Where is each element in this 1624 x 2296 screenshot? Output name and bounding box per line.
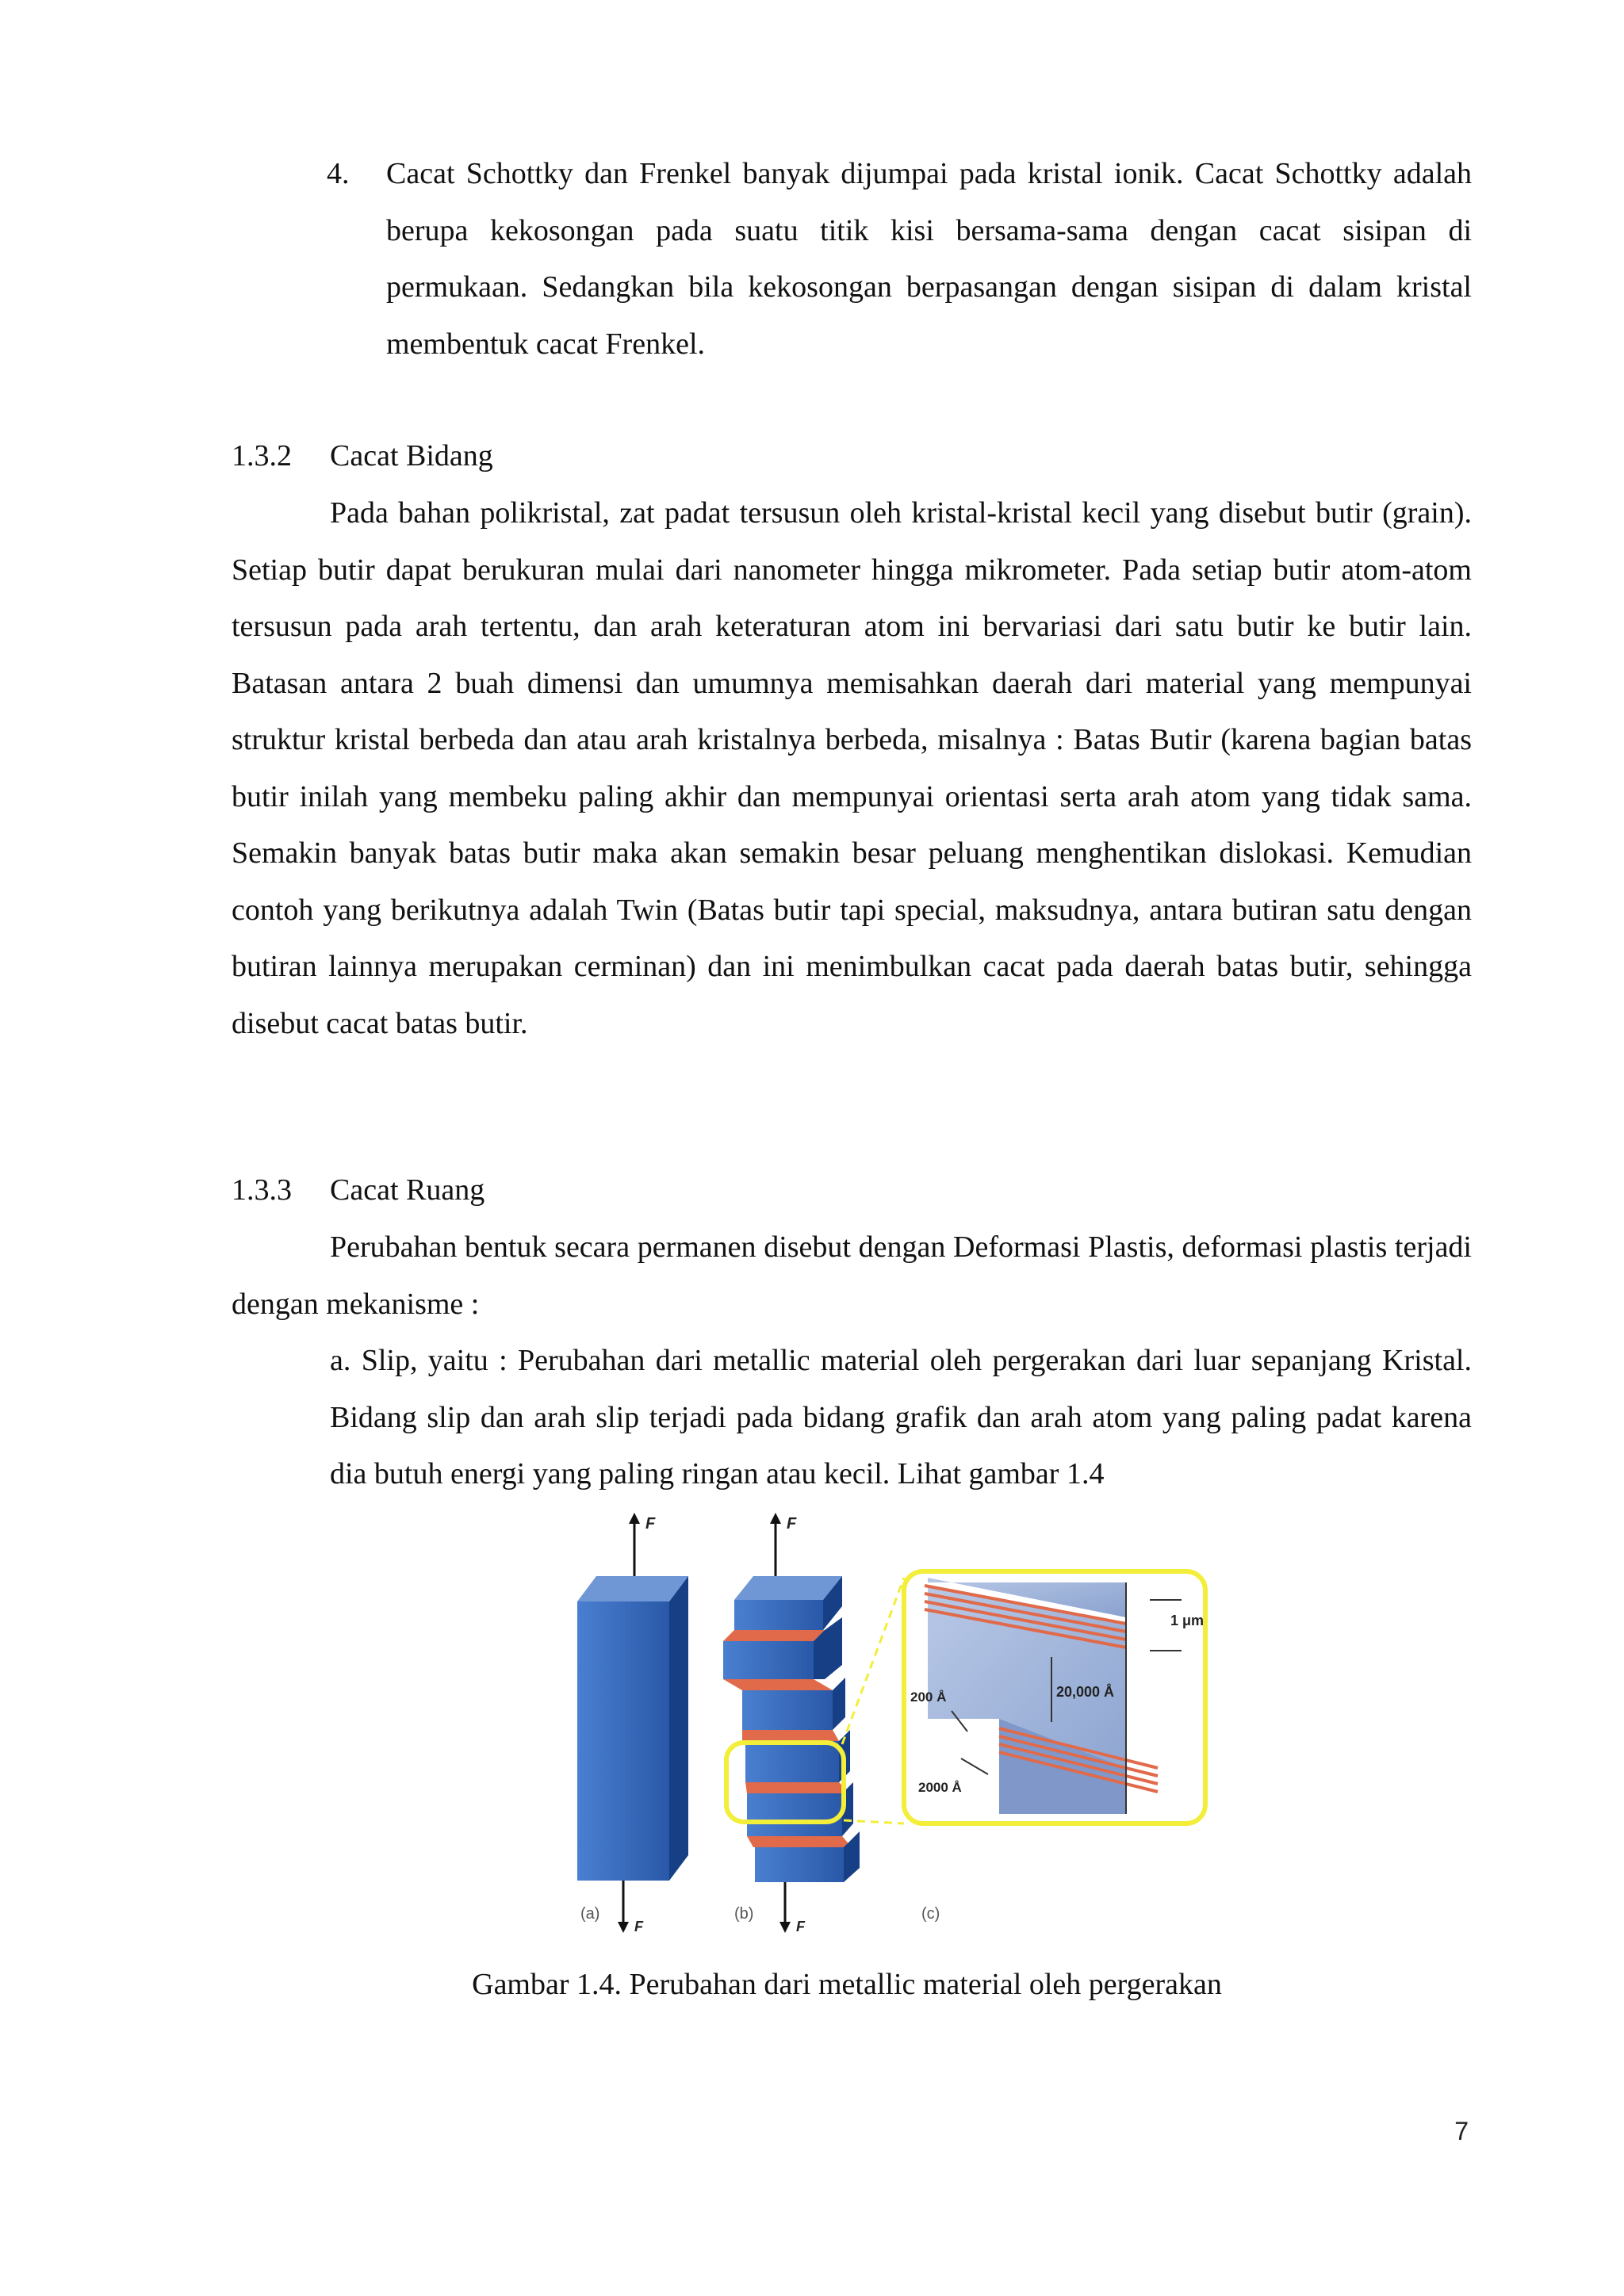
section-number: 1.3.2	[232, 439, 292, 473]
dimension-1um: 1 μm	[1170, 1613, 1205, 1628]
list-item-slip: a. Slip, yaitu : Perubahan dari metallic material oleh pergerakan dari luar sepanjang Kristal. Bidang slip dan arah slip terjadi pada bidang grafik dan arah atom yang paling padat karena dia butuh energi yang paling ringan atau kecil. Lihat gambar 1.4	[330, 1344, 1472, 1490]
panel-label-c: (c)	[921, 1905, 940, 1923]
dimension-20000: 20,000 Å	[1056, 1684, 1115, 1700]
arrow-head-icon	[629, 1513, 640, 1524]
block-a-side	[669, 1576, 688, 1881]
dimension-200: 200 Å	[910, 1689, 947, 1705]
block-a-top	[577, 1576, 688, 1601]
page-number: 7	[1454, 2117, 1469, 2145]
section-title: Cacat Bidang	[330, 439, 493, 473]
dimension-2000: 2000 Å	[918, 1780, 962, 1795]
inset-c	[904, 1571, 1205, 1823]
section-number: 1.3.3	[232, 1173, 292, 1207]
zoom-line	[842, 1578, 904, 1744]
list-item-number: 4.	[327, 157, 350, 190]
force-label-a-top: F	[645, 1515, 656, 1533]
force-label-a-bottom: F	[634, 1919, 643, 1934]
paragraph-cacat-bidang: Pada bahan polikristal, zat padat tersusun oleh kristal-kristal kecil yang disebut butir (grain). Setiap butir dapat berukuran mulai dari nanometer hingga mikrometer. Pada setiap butir atom-atom tersusun pada arah tertentu, dan arah keteraturan atom ini bervariasi dari satu butir ke butir lain. Batasan antara 2 buah dimensi dan umumnya memisahkan daerah dari material yang mempunyai struktur kristal berbeda dan atau arah kristalnya berbeda, misalnya : Batas Butir (karena bagian batas butir inilah yang membeku paling akhir dan mempunyai orientasi serta arah atom yang tidak sama. Semakin banyak batas butir maka akan semakin besar peluang menghentikan dislokasi. Kemudian contoh yang berikutnya adalah Twin (Batas butir tapi special, maksudnya, antara butiran satu dengan butiran lainnya merupakan cerminan) dan ini menimbulkan cacat pada daerah batas butir, sehingga disebut cacat batas butir.	[232, 496, 1472, 1040]
arrow-head-icon	[770, 1513, 781, 1524]
figure-caption: Gambar 1.4. Perubahan dari metallic material oleh pergerakan	[472, 1968, 1222, 2001]
panel-label-a: (a)	[580, 1905, 600, 1923]
figure-illustration	[555, 1506, 1237, 1942]
block-b	[723, 1513, 860, 1934]
block-a-front	[577, 1601, 669, 1881]
force-label-b-bottom: F	[796, 1919, 805, 1934]
list-item-text: Cacat Schottky dan Frenkel banyak dijumpai pada kristal ionik. Cacat Schottky adalah berupa kekosongan pada suatu titik kisi bersama-sama dengan cacat sisipan di permukaan. Sedangkan bila kekosongan berpasangan dengan sisipan di dalam kristal membentuk cacat Frenkel.	[386, 157, 1472, 361]
arrow-head-icon	[618, 1922, 629, 1933]
section-title: Cacat Ruang	[330, 1173, 485, 1207]
panel-label-b: (b)	[734, 1905, 754, 1923]
force-label-b-top: F	[787, 1515, 797, 1533]
figure-slip-deformation	[555, 1506, 1237, 1942]
paragraph-cacat-ruang: Perubahan bentuk secara permanen disebut dengan Deformasi Plastis, deformasi plastis terjadi dengan mekanisme :	[232, 1230, 1472, 1321]
arrow-head-icon	[779, 1922, 791, 1933]
block-a	[577, 1513, 688, 1934]
